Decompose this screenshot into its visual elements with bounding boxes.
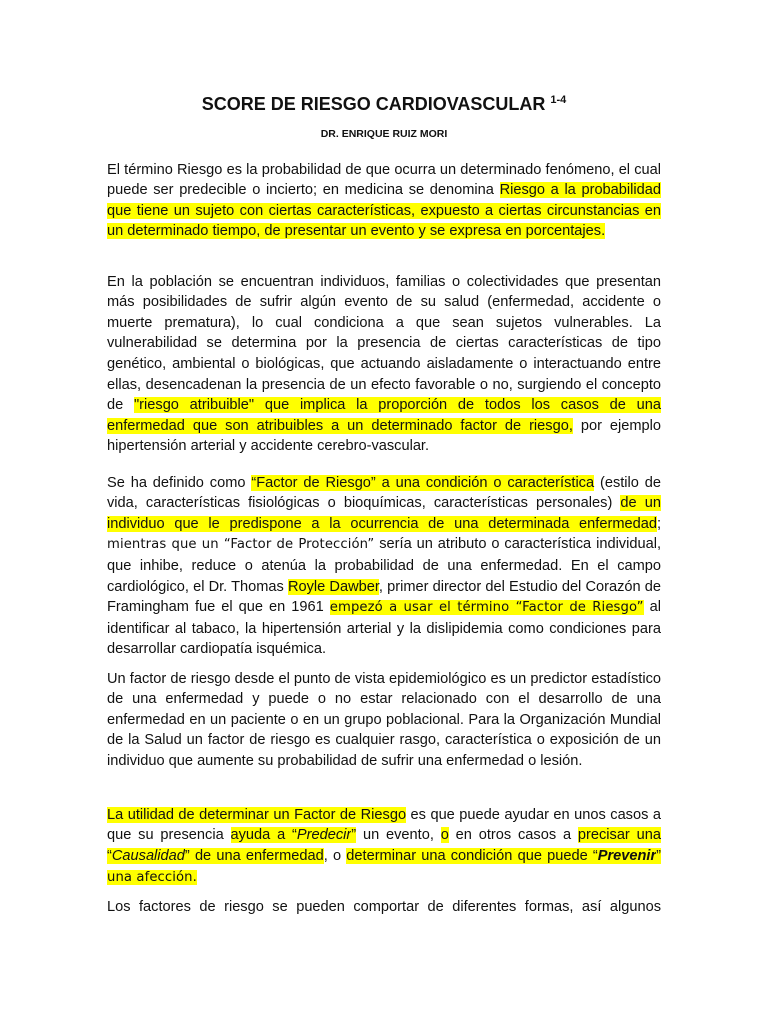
paragraph-text: Un factor de riesgo desde el punto de vista epidemiológico es un predictor estadístico de una enfermedad y puede o no estar relacionado con el desarrollo de una enfermedad en un paciente o en un grupo poblacional. Para la Organización Mundial de la Salud un factor de riesgo es cualquier rasgo, característica o exposición de un individuo que aumente su probabilidad de sufrir una enfermedad o lesión. [107, 670, 661, 769]
paragraph-text: es que puede ayudar en unos casos a que su presencia [107, 806, 661, 844]
highlighted-text: ” de una enfermedad [184, 847, 324, 864]
paragraph-text: en otros casos a [448, 827, 578, 844]
highlighted-text: precisar una “ [107, 827, 661, 864]
paragraph-text: por ejemplo hipertensión arterial y accidente cerebro-vascular. [107, 417, 661, 455]
paragraph-utilidad [107, 805, 661, 889]
highlighted-text: “Factor de Riesgo” a una condición o característica [251, 474, 595, 491]
highlighted-text: "riesgo atribuible" que implica la proporción de todos los casos de una enfermedad que son atribuibles a un determinado factor de riesgo, [107, 397, 661, 434]
highlighted-text: Prevenir [597, 847, 657, 864]
title-reference: 1-4 [550, 94, 567, 106]
paragraph-text: Los factores de riesgo se pueden comportar de diferentes formas, así algunos [107, 898, 661, 915]
paragraph-text: (estilo de vida, características fisiológicas o bioquímicas, características personales) [107, 474, 661, 512]
paragraph-text: El término Riesgo es la probabilidad de que ocurra un determinado fenómeno, el cual puede ser predecible o incierto; en medicina se denomina [107, 161, 661, 199]
highlighted-text: Causalidad [111, 847, 185, 864]
highlighted-text: empezó a usar el término “Factor de Riesgo” [329, 600, 644, 616]
paragraph-text: un evento, [356, 827, 441, 844]
paragraph-definicion-riesgo [107, 160, 661, 242]
highlighted-text: Predecir [296, 827, 352, 844]
highlighted-text: una afección. [107, 870, 197, 886]
highlighted-text: ” [351, 827, 357, 844]
paragraph-poblacion-vulnerable [107, 272, 661, 457]
document-title [0, 93, 768, 115]
paragraph-text: , o [323, 847, 347, 864]
highlighted-text: determinar una condición que puede “ [346, 847, 598, 864]
paragraph-text: , primer director del Estudio del Corazón de Framingham fue el que en 1961 [107, 578, 661, 616]
highlighted-text: de un individuo que le predispone a la ocurrencia de una determinada enfermedad [107, 495, 661, 532]
paragraph-text: al identificar al tabaco, la hipertensión arterial y la dislipidemia como condiciones para desarrollar cardiopatía isquémica. [107, 599, 661, 658]
highlighted-text: ” [656, 847, 662, 864]
paragraph-epidemiologia [107, 669, 661, 772]
paragraph-text: Se ha definido como [107, 474, 252, 491]
highlighted-text: Royle Dawber [287, 578, 379, 595]
paragraph-factor-de-riesgo [107, 473, 661, 660]
highlighted-text: Riesgo a la probabilidad que tiene un sujeto con ciertas características, expuesto a ciertas circunstancias en un determinado tiempo, de presentar un evento y se expresa en porcentajes. [107, 182, 661, 240]
paragraph-comportamiento [107, 897, 661, 918]
title-text: SCORE DE RIESGO CARDIOVASCULAR [201, 94, 546, 114]
paragraph-text: ; [656, 515, 661, 532]
highlighted-text: ayuda a “ [230, 827, 297, 844]
paragraph-text: mientras que un “Factor de Protección” [107, 537, 375, 553]
highlighted-text: o [440, 827, 449, 844]
paragraph-text: En la población se encuentran individuos, familias o colectividades que presentan más posibilidades de sufrir algún evento de su salud (enfermedad, accidente o muerte prematura), lo cual condiciona a que sean sujetos vulnerables. La vulnerabilidad se determina por la presencia de ciertas características de tipo genético, ambiental o biológicas, que actuando aisladamente o interactuando entre ellas, desencadenan la presencia de un efecto favorable o no, surgiendo el concepto de [107, 273, 661, 414]
document-author: DR. ENRIQUE RUIZ MORI [320, 128, 448, 140]
highlighted-text: La utilidad de determinar un Factor de Riesgo [107, 806, 407, 823]
paragraph-text: sería un atributo o característica individual, que inhibe, reduce o atenúa la probabilidad de una enfermedad. En el campo cardiológico, el Dr. Thomas [107, 536, 661, 595]
